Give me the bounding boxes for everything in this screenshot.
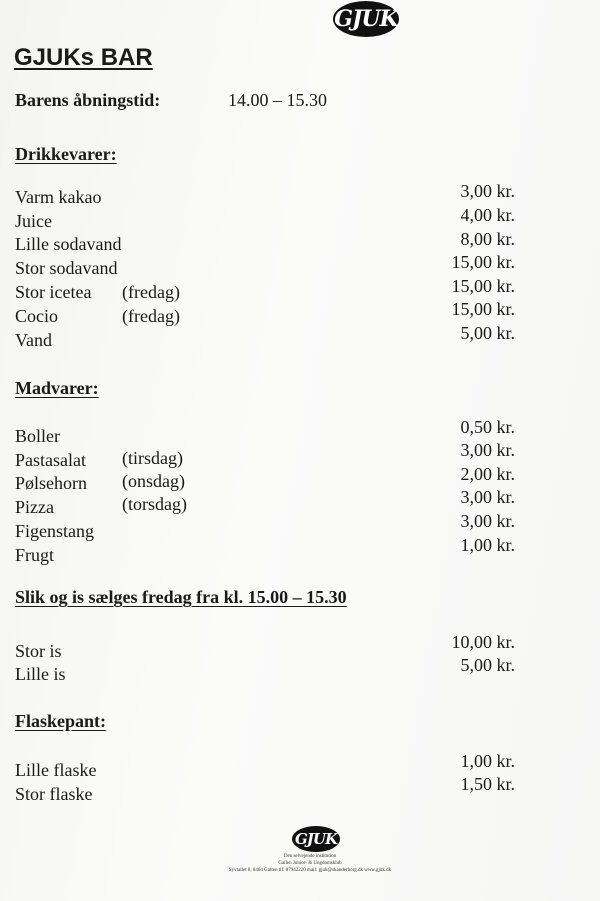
section-heading-deposit: Flaskepant: xyxy=(15,711,107,731)
opening-hours xyxy=(15,90,327,111)
footer-line: Gallen Junior- & Ungdomsklub xyxy=(278,861,342,866)
page-title: GJUKs BAR xyxy=(14,44,153,71)
menu-item-note: (onsdag) xyxy=(122,471,185,491)
opening-hours-value: 14.00 – 15.30 xyxy=(228,90,327,110)
menu-item-name: Stor icetea xyxy=(15,282,92,302)
menu-item-name: Juice xyxy=(15,211,52,231)
menu-item-name: Lille flaske xyxy=(15,760,97,780)
menu-item-price: 5,00 kr. xyxy=(460,655,515,675)
menu-item-note: (tirsdag) xyxy=(122,448,183,468)
gjuk-logo: GJUK xyxy=(333,1,399,37)
opening-hours-label: Barens åbningstid: xyxy=(15,90,161,110)
section-heading-food: Madvarer: xyxy=(15,378,99,398)
menu-item-price: 0,50 kr. xyxy=(460,417,515,437)
menu-item-price: 3,00 kr. xyxy=(460,181,515,201)
menu-item-price: 1,00 kr. xyxy=(460,535,515,555)
menu-item-name: Vand xyxy=(15,330,52,350)
menu-item-name: Frugt xyxy=(15,545,55,565)
menu-item-name: Figenstang xyxy=(15,521,94,541)
menu-item-note: (fredag) xyxy=(122,306,180,326)
menu-item-price: 15,00 kr. xyxy=(451,252,515,272)
footer-line: Den selvejende institution xyxy=(283,854,337,859)
menu-item-name: Stor flaske xyxy=(15,784,93,804)
menu-item-price: 3,00 kr. xyxy=(460,511,515,531)
menu-item-price: 15,00 kr. xyxy=(451,276,515,296)
menu-item-note: (fredag) xyxy=(122,282,180,302)
menu-item-name: Pastasalat xyxy=(15,450,86,470)
menu-item-name: Stor is xyxy=(15,641,62,661)
menu-item-price: 2,00 kr. xyxy=(460,464,515,484)
menu-item-price: 5,00 kr. xyxy=(460,323,515,343)
footer-address: Syvtallet 8, 8464 Galten tlf: 87942220 mail: gjuk@skanderborg.dk www.gjuk.dk xyxy=(228,868,392,873)
menu-item-name: Boller xyxy=(15,426,60,446)
menu-item-price: 10,00 kr. xyxy=(451,632,515,652)
menu-item-name: Cocio xyxy=(15,306,58,326)
menu-item-name: Pølsehorn xyxy=(15,473,87,493)
menu-item-name: Varm kakao xyxy=(15,187,102,207)
menu-item-price: 1,50 kr. xyxy=(460,774,515,794)
gjuk-footer-logo: GJUK xyxy=(292,826,340,852)
section-heading-candy: Slik og is sælges fredag fra kl. 15.00 – 15.30 xyxy=(15,587,347,607)
menu-item-price: 1,00 kr. xyxy=(460,751,515,771)
menu-item-price: 3,00 kr. xyxy=(460,440,515,460)
menu-item-name: Stor sodavand xyxy=(15,258,118,278)
menu-item-price: 4,00 kr. xyxy=(460,205,515,225)
menu-item-price: 8,00 kr. xyxy=(460,229,515,249)
menu-item-name: Pizza xyxy=(15,497,54,517)
menu-item-note: (torsdag) xyxy=(122,494,187,514)
menu-item-name: Lille is xyxy=(15,664,66,684)
section-heading-drinks: Drikkevarer: xyxy=(15,144,117,164)
menu-item-price: 15,00 kr. xyxy=(451,299,515,319)
menu-item-price: 3,00 kr. xyxy=(460,487,515,507)
menu-item-name: Lille sodavand xyxy=(15,234,122,254)
